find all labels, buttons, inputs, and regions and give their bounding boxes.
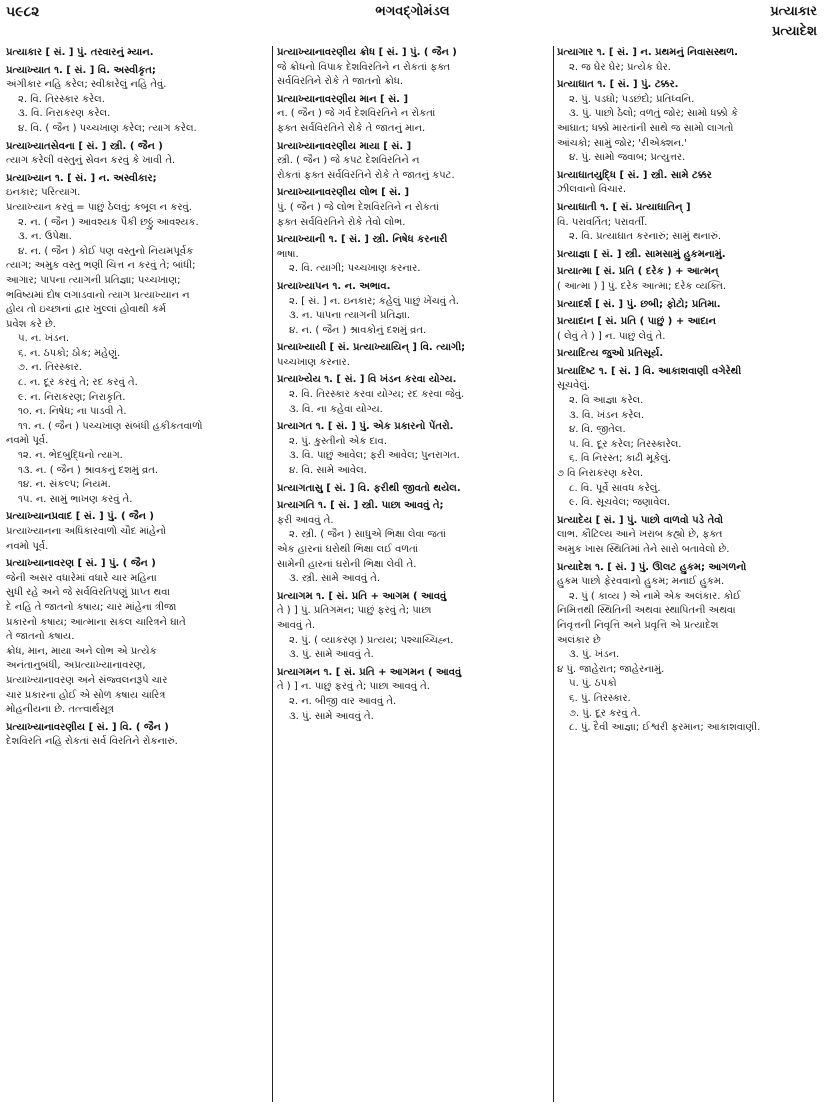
entry-text-line: દેશવિરતિ નહિ રોકતાં સર્વ વિરતિને રોકનારું.	[6, 736, 178, 748]
dictionary-entry	[557, 315, 821, 344]
entry-text-line: ૨. વિ આજ્ઞા કરેલ.	[569, 395, 644, 407]
entry-text-line: નિવૃત્તની નિવૃત્તિ અને પ્રવૃત્તિ એ પ્રત્યાદેશ	[557, 619, 719, 631]
entry-text-line: લાભ. કૌટિલ્ય આને ખરાબ કહ્યો છે, ફક્ત	[557, 529, 723, 541]
entry-headword-line: પ્રત્યાદાન [ સં. પ્રતિ ( પાછું ) + આદાન	[557, 316, 716, 328]
dictionary-entry	[557, 46, 821, 75]
guide-word-last: પ્રત્યાદેશ	[772, 24, 817, 39]
entry-text-line: તે ) ] પું. પ્રતિગમન; પાછું ફરવું તે; પાછા	[277, 605, 432, 617]
entry-text-line: આવવું તે.	[277, 619, 316, 631]
entry-text-line: ૨. વિ. ત્યાગી; પચ્ચખાણ કરનાર.	[289, 263, 421, 275]
entry-text-line: આઘાત; ધક્કો મારતાંની સાથે જ સામો લાગતો	[557, 122, 734, 134]
entry-text-line: અનંતાનુબંધી, અપ્રત્યાખ્યાનાવરણ,	[6, 660, 146, 672]
entry-text-line: ૫. પું. ઠપકો	[569, 678, 617, 690]
entry-headword-line: પ્રત્યાદેય [ સં. ] પું. પાછો વાળવો પડે તેવો	[557, 514, 723, 526]
dictionary-entry	[557, 169, 821, 198]
entry-text-line: ૮. વિ. પૂર્વે સાવધ કરેલું.	[569, 482, 661, 494]
entry-text-line: ૩. સ્ત્રી. સામે આવવું તે.	[289, 573, 381, 585]
dictionary-entry	[6, 46, 268, 61]
entry-text-line: અલંકાર છે	[557, 634, 601, 646]
entry-text-line: જેની અસર વધારેમાં વધારે ચાર મહિના	[6, 572, 157, 584]
entry-text-line: ૨. ન. બીજી વાર આવવું તે.	[289, 695, 397, 707]
entry-text-line: ૩. વિ. પાછું આવેલ; ફરી આવેલ; પુનરાગત.	[289, 450, 460, 462]
entry-text-line: ૯. વિ. સૂચવેલ; જણાવેલ.	[569, 497, 671, 509]
entry-headword-line: પ્રત્યાગતિ ૧. [ સં. ] સ્ત્રી. પાછા આવવું તે;	[277, 500, 444, 512]
entry-text-line: ૩. વિ. ના કહેવા યોગ્ય.	[289, 403, 383, 415]
entry-headword-line: પ્રત્યાખ્યાનાવરણ [ સં. ] પું. ( જૈન )	[6, 558, 156, 570]
entry-headword-line: પ્રત્યાખ્યાની ૧. [ સં. ] સ્ત્રી. નિષેધ કરનારી	[277, 234, 448, 246]
entry-text-line: ૫. વિ. દૂર કરેલ; તિરસ્કારેલ.	[569, 438, 682, 450]
dictionary-entry	[277, 499, 549, 587]
entry-text-line: સામેની હારનાં ઘરોની ભિક્ષા લેવી તે.	[277, 558, 417, 570]
dictionary-entry	[557, 265, 821, 294]
dictionary-title: ભગવદ્ગોમંડલ	[375, 4, 450, 19]
entry-headword-line: પ્રત્યાગમન ૧. [ સં. પ્રતિ + આગમન ( આવવું	[277, 666, 462, 678]
dictionary-entry	[277, 666, 549, 724]
entry-text-line: ૩. વિ. નિરાકરણ કરેલ.	[18, 108, 111, 120]
entry-text-line: ફક્ત સર્વવિરતિને રોકે તેવો લોભ.	[277, 216, 406, 228]
entry-text-line: ૨. વિ. તિરસ્કાર કરવા યોગ્ય; રદ કરવા જેવું.	[289, 389, 465, 401]
entry-text-line: ૮. પું. દૈવી આજ્ઞા; ઈશ્વરી ફરમાન; આકાશવાણી.	[569, 722, 761, 734]
entry-headword-line: પ્રત્યાદર્શ [ સં. ] પું. છબી; ફોટો; પ્રતિમા.	[557, 298, 721, 310]
entry-text-line: ૩. ન. ઉપેક્ષા.	[18, 231, 72, 243]
dictionary-entry	[277, 482, 549, 497]
entry-headword-line: પ્રત્યાઘાતયુદ્ધિ [ સં. ] સ્ત્રી. સામે ટક્કર	[557, 169, 712, 181]
entry-text-line: ૨. [ સં. ] ન. ઇનકાર; કહેલું પાછું ખેંચવું તે.	[289, 295, 459, 307]
entry-text-line: ( લેવું તે ) ] ન. પાછું લેવું તે.	[557, 330, 666, 342]
column-1	[6, 46, 268, 1104]
entry-text-line: ૯. ન. નિરાકરણ; નિરાકૃતિ.	[18, 391, 126, 403]
entry-text-line: સુધી રહે અને જે સર્વવિરતિપણું પ્રાપ્ત થવા	[6, 587, 170, 599]
entry-text-line: ૨. પું ( કાવ્ય ) એ નામે એક અલંકાર. કોઈ	[569, 590, 741, 602]
entry-text-line: પું. ( જૈન ) જે લોભ દેશવિરતિને ન રોકતાં	[277, 201, 439, 213]
entry-text-line: ૪. વિ. સામે આવેલ.	[289, 465, 367, 477]
entry-headword-line: પ્રત્યાજ્ઞા [ સં. ] સ્ત્રી. સામસામું હુકમનામું.	[557, 248, 726, 260]
entry-text-line: હુકમ પાછો ફેરવવાનો હુકમ; મનાઈ હુકમ.	[557, 576, 725, 588]
entry-headword-line: પ્રત્યાખ્યાન ૧. [ સં. ] ન. અસ્વીકાર;	[6, 172, 157, 184]
entry-text-line: ૮. ન. દૂર કરવું તે; રદ કરવું તે.	[18, 377, 138, 389]
entry-text-line: ૫. ન. ખંડન.	[18, 333, 70, 345]
dictionary-entry	[6, 557, 268, 718]
entry-text-line: તે જાતનો કષાય.	[6, 631, 75, 643]
column-3	[557, 46, 821, 1104]
entry-text-line: ૩. ન. પાપના ત્યાગની પ્રતિજ્ઞા.	[289, 310, 411, 322]
dictionary-entry	[277, 590, 549, 663]
entry-text-line: ૧૨. ન. ભેદબુદ્ધિનો ત્યાગ.	[18, 450, 123, 462]
dictionary-entry	[277, 233, 549, 277]
entry-text-line: ૧૦. ન. નિષેધ; ના પાડવી તે.	[18, 406, 127, 418]
entry-text-line: ઇનકાર; પરિત્યાગ.	[6, 187, 81, 199]
entry-text-line: ૨. પું. કુસ્તીનો એક દાવ.	[289, 435, 387, 447]
dictionary-entry	[6, 172, 268, 508]
entry-headword-line: પ્રત્યાખ્યાપન ૧. ન. અભાવ.	[277, 280, 391, 292]
entry-headword-line: પ્રત્યાઘાત ૧. [ સં. ] પું. ટક્કર.	[557, 79, 679, 91]
entry-headword-line: પ્રત્યાગતાસુ [ સં. ] વિ. ફરીથી જીવતો થયેલ.	[277, 482, 461, 494]
dictionary-entry	[557, 248, 821, 263]
entry-text-line: ૨. ન. ( જૈન ) આવશ્યક પૈકી છઠ્ઠું આવશ્યક.	[18, 216, 199, 228]
entry-text-line: ન. ( જૈન ) જે ગર્વ દેશવિરતિને ન રોકતાં	[277, 108, 436, 120]
entry-text-line: પ્રત્યાખ્યાનાવરણ અને સંજ્વલનરૂપે ચાર	[6, 674, 168, 686]
entry-headword-line: પ્રત્યાખ્યાનપ્રવાદ [ સં. ] પું. ( જૈન )	[6, 511, 154, 523]
page-header	[0, 0, 825, 48]
entry-text-line: પ્રત્યાખ્યાન કરવું = પાછું ઠેલવું; કબૂલ ન કરવું.	[6, 201, 192, 213]
entry-text-line: પચ્ચખાણ કરનાર.	[277, 356, 350, 368]
entry-headword-line: પ્રત્યાખ્યાનાવરણીય લોભ [ સં. ]	[277, 187, 410, 199]
entry-headword-line: પ્રત્યાખ્યાતસેવના [ સં. ] સ્ત્રી. ( જૈન )	[6, 140, 163, 152]
entry-text-line: સૂચવેલું.	[557, 380, 591, 392]
dictionary-entry	[277, 420, 549, 478]
entry-text-line: ૩. પું. પાછો ઠેલો; વળતું જોર; સામો ધક્કો કે	[569, 108, 738, 120]
entry-text-line: ૪. ન. ( જૈન ) શ્રાવકોનું દશમું વ્રત.	[289, 324, 427, 336]
dictionary-entry	[557, 298, 821, 313]
entry-text-line: સર્વવિરતિને રોકે તે જાતનો ક્રોધ.	[277, 76, 404, 88]
entry-text-line: નવમો પૂર્વ.	[6, 540, 49, 552]
entry-text-line: ફક્ત સર્વવિરતિને રોકે તે જાતનું માન.	[277, 122, 426, 134]
entry-text-line: નવમો પૂર્વ.	[6, 435, 49, 447]
entry-headword-line: પ્રત્યાદેશ ૧. [ સં. ] પું. ઊલટ હુકમ; આગળનો	[557, 561, 747, 573]
entry-text-line: ૪. ન. ( જૈન ) કોઈ પણ વસ્તુનો નિયમપૂર્વક	[18, 245, 194, 257]
dictionary-entry	[277, 186, 549, 230]
entry-text-line: ૪. વિ. જીતેલ.	[569, 424, 626, 436]
entry-text-line: પ્રકારનો કષાય; આત્માના સકલ ચારિત્રને ઘાતે	[6, 616, 186, 628]
entry-text-line: આંચકો; સામું જોર; 'રીએક્શન.'	[557, 137, 688, 149]
entry-headword-line: પ્રત્યાખ્યાયી [ સં. પ્રત્યાખ્યાયિન્ ] વિ. ત્યાગી;	[277, 342, 466, 354]
entry-headword-line: પ્રત્યાખ્યાત ૧. [ સં. ] વિ. અસ્વીકૃત;	[6, 64, 156, 76]
entry-headword-line: પ્રત્યાગત ૧. [ સં. ] પું. એક પ્રકારનો પેંતરો.	[277, 421, 454, 433]
dictionary-entry	[6, 64, 268, 137]
entry-text-line: ૩. પું. ખંડન.	[569, 649, 620, 661]
dictionary-entry	[277, 280, 549, 338]
entry-text-line: ત્યાગ; અમુક વસ્તુ ભણી ચિત્ત ન કરવું તે; બાંધી;	[6, 260, 196, 272]
entry-text-line: ૨. પું. પડઘો; પડછંદો; પ્રતિધ્વનિ.	[569, 93, 695, 105]
dictionary-entry	[6, 510, 268, 554]
entry-text-line: પ્રવેશ કરે છે.	[6, 318, 56, 330]
column-divider	[553, 46, 554, 1102]
column-2	[277, 46, 549, 1104]
dictionary-entry	[557, 365, 821, 511]
entry-text-line: પ્રત્યાખ્યાનના અધિકારવાળો ચૌદ માંહેનો	[6, 526, 167, 537]
entry-headword-line: પ્રત્યાખ્યાનાવરણીય માન [ સં. ]	[277, 93, 409, 105]
entry-text-line: એક હારનાં ઘરોથી ભિક્ષા લઈ વળતાં	[277, 544, 419, 555]
entry-text-line: હોય તો ઇચ્છાનાં દ્વાર ખુલ્લાં હોવાથી કર્મ	[6, 304, 166, 316]
dictionary-entry	[557, 201, 821, 245]
entry-text-line: ૩. વિ. ખંડન કરેલ.	[569, 409, 645, 421]
entry-text-line: મોહનીયના છે. તત્ત્વાર્થસૂત્ર	[6, 704, 114, 716]
dictionary-entry	[277, 140, 549, 184]
entry-text-line: આગાર; પાપના ત્યાગની પ્રતિજ્ઞા; પચ્ચખાણ;	[6, 274, 181, 286]
entry-text-line: ૨. વિ. તિરસ્કાર કરેલ.	[18, 93, 105, 105]
entry-text-line: ૧૩. ન. ( જૈન ) શ્રાવકનું દશમું વ્રત.	[18, 464, 159, 476]
entry-headword-line: પ્રત્યાખ્યાનાવરણીય [ સં. ] વિ. ( જૈન )	[6, 721, 169, 733]
entry-headword-line: પ્રત્યાગાર ૧. [ સં. ] ન. પ્રથમનું નિવાસસ્થળ.	[557, 47, 738, 58]
entry-text-line: ૬. ન. ઠપકો; ઠોક; મહેણું.	[18, 347, 121, 359]
entry-text-line: ઝીલવાનો વિચાર.	[557, 184, 627, 196]
entry-text-line: ચાર પ્રકારના હોઈ એ સોળ કષાય ચારિત્ર	[6, 689, 166, 701]
dictionary-entry	[557, 347, 821, 362]
entry-text-line: ૬. પું. તિરસ્કાર.	[569, 692, 631, 704]
entry-text-line: ૨. સ્ત્રી. ( જૈન ) સાધુએ ભિક્ષા લેવા જતાં	[289, 529, 446, 541]
dictionary-entry	[557, 78, 821, 166]
entry-text-line: સ્ત્રી. ( જૈન ) જે કપટ દેશવિરતિને ન	[277, 155, 420, 167]
entry-text-line: વિ. પરાવર્તિત; પરાવર્તી.	[557, 216, 648, 228]
entry-text-line: ત્યાગ કરેલી વસ્તુનું સેવન કરવું કે ખાવી તે.	[6, 155, 176, 167]
entry-text-line: ૨. પું. ( વ્યાકરણ ) પ્રત્યય; પશ્ચાચ્ચિહ્ન.	[289, 634, 454, 646]
entry-text-line: ૭. ન. તિરસ્કાર.	[18, 362, 82, 374]
entry-text-line: તે ) ] ન. પાછું ફરવું તે; પાછા આવવું તે.	[277, 681, 430, 693]
entry-headword-line: પ્રત્યાદિત્ય જુઓ પ્રતિસૂર્ય.	[557, 348, 664, 360]
dictionary-entry	[6, 140, 268, 169]
dictionary-entry	[557, 561, 821, 736]
entry-headword-line: પ્રત્યાત્મા [ સં. પ્રતિ ( દરેક ) + આત્મન્	[557, 266, 719, 278]
dictionary-entry	[557, 514, 821, 558]
dictionary-entry	[277, 373, 549, 417]
entry-text-line: ૧૧. ન. ( જૈન ) પચ્ચખાણ સંબંધી હકીકતવાળો	[18, 420, 203, 432]
dictionary-entry	[6, 721, 268, 750]
entry-text-line: ૨. જ ઘેર ઘેર; પ્રત્યેક ઘેર.	[569, 61, 671, 73]
entry-headword-line: પ્રત્યાદિષ્ટ ૧. [ સં. ] વિ. આકાશવાણી વગેરેથી	[557, 365, 742, 377]
dictionary-entry	[277, 341, 549, 370]
entry-text-line: અંગીકાર નહિ કરેલ; સ્વીકારેલું નહિ તેવું.	[6, 79, 167, 91]
entry-headword-line: પ્રત્યાખ્યાનાવરણીય ક્રોધ [ સં. ] પું. ( જૈન )	[277, 47, 457, 58]
dictionary-entry	[277, 93, 549, 137]
entry-text-line: ૭ વિ નિરાકરણ કરેલ.	[557, 468, 644, 480]
entry-text-line: નિમિત્તથી સ્થિતિની અથવા સ્થાપિતની અથવા	[557, 605, 736, 617]
entry-headword-line: પ્રત્યાઘાતી ૧. [ સં. પ્રત્યાઘાતિન્ ]	[557, 201, 691, 213]
entry-text-line: ભાષા.	[277, 248, 299, 260]
entry-text-line: ૪. વિ. ( જૈન ) પચ્ચખાણ કરેલ; ત્યાગ કરેલ.	[18, 122, 197, 134]
entry-text-line: ૬. વિ નિરસ્ત; કાઢી મૂકેલું.	[569, 453, 672, 465]
page-number: ૫૯૮૨	[6, 4, 40, 20]
entry-text-line: રોકતાં ફક્ત સર્વવિરતિને રોકે તે જાતનું કપટ.	[277, 169, 455, 181]
entry-text-line: ૨. વિ. પ્રત્યાઘાત કરનારું; સામું થનારું.	[569, 231, 722, 243]
entry-headword-line: પ્રત્યાખ્યાનાવરણીય માયા [ સં. ]	[277, 140, 412, 152]
entry-text-line: ૪. પું. સામો જવાબ; પ્રત્યુત્તર.	[569, 152, 686, 164]
entry-text-line: અમુક ખાસ સ્થિતિમાં તેને સારો બતાવેલો છે.	[557, 544, 730, 555]
entry-text-line: ૩. પું. સામે આવવું તે.	[289, 710, 374, 722]
entry-text-line: ૧૫. ન. સામું ભાખણ કરવું તે.	[18, 493, 133, 505]
dictionary-entry	[277, 46, 549, 90]
entry-headword-line: પ્રત્યાકાર [ સં. ] પું. તરવારનું મ્યાન.	[6, 47, 154, 58]
entry-headword-line: પ્રત્યાગમ ૧. [ સં. પ્રતિ + આગમ ( આવવું	[277, 590, 447, 602]
entry-text-line: જે ક્રોધનો વિપાક દેશવિરતિને ન રોકતાં ફક્ત	[277, 61, 451, 73]
entry-text-line: ( આત્મા ) ] પું. દરેક આત્મા; દરેક વ્યક્તિ.	[557, 280, 727, 292]
column-divider	[272, 46, 273, 1102]
entry-text-line: ભવિષ્યમાં દોષ લગાડવાનો ત્યાગ પ્રત્યાખ્યાન ન	[6, 289, 190, 301]
entry-text-line: ૧૪. ન. સંકલ્પ; નિયમ.	[18, 479, 111, 491]
entry-text-line: ૩. પું. સામે આવવું તે.	[289, 649, 374, 661]
entry-text-line: ક્રોધ, માન, માયા અને લોભ એ પ્રત્યેક	[6, 645, 157, 657]
entry-text-line: દે નહિ તે જાતનો કષાય; ચાર માંહેના ત્રીજા	[6, 601, 177, 613]
entry-text-line: ૪ પું. જાહેરાત; જાહેરનામું.	[557, 663, 665, 675]
guide-word-first: પ્રત્યાકાર	[770, 4, 817, 19]
entry-text-line: ફરી આવવું તે.	[277, 514, 334, 526]
entry-headword-line: પ્રત્યાખ્યેય ૧. [ સં. ] વિ ખંડન કરવા યોગ્ય.	[277, 374, 457, 386]
entry-text-line: ૭. પું. દૂર કરવું તે.	[569, 707, 641, 719]
